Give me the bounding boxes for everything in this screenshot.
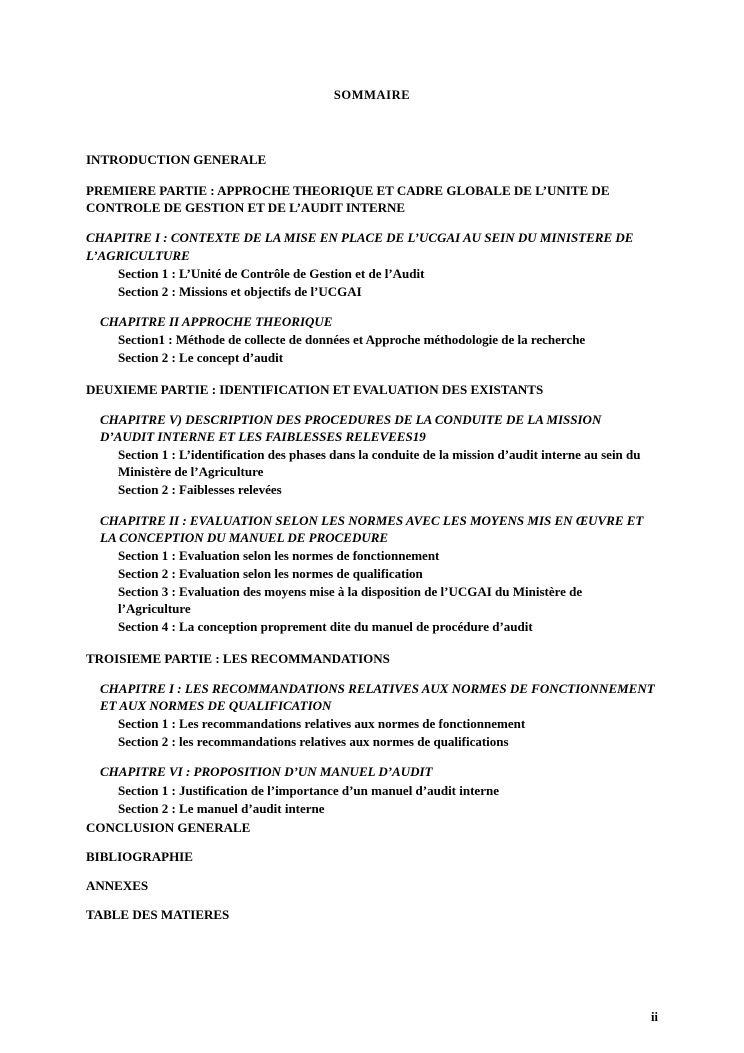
toc-entry[interactable]: Section 3 : Evaluation des moyens mise à la disposition de l’UCGAI du Ministère de l’Agriculture [118,584,583,617]
toc-entry[interactable]: BIBLIOGRAPHIE [86,849,193,864]
toc-entry[interactable]: ANNEXES [86,878,149,894]
toc-entry[interactable]: Section 1 : Evaluation selon les normes de fonctionnement [118,547,440,563]
toc-entry[interactable]: CHAPITRE II : EVALUATION SELON LES NORMES AVEC LES MOYENS MIS EN ŒUVRE ET LA CONCEPTION DU MANUEL DE PROCEDURE [100,512,644,545]
toc-entry[interactable]: TROISIEME PARTIE : LES RECOMMANDATIONS [86,650,390,666]
toc-entry[interactable]: Section 1 : L’Unité de Contrôle de Gestion et de l’Audit [118,265,425,281]
toc-entry[interactable]: Section 2 : Le concept d’audit [118,350,284,366]
toc-entry[interactable]: DEUXIEME PARTIE : IDENTIFICATION ET EVALUATION DES EXISTANTS [86,381,544,397]
toc-entry[interactable]: Section 2 : Evaluation selon les normes de qualification [118,565,423,581]
page-number: ii [651,1010,658,1024]
page-title: SOMMAIRE [333,88,411,102]
toc-entry[interactable]: Section 1 : Les recommandations relatives aux normes de fonctionnement [118,716,526,732]
toc-entry[interactable]: Section1 : Méthode de collecte de données et Approche méthodologie de la recherche [118,332,586,348]
toc-entry[interactable]: TABLE DES MATIERES [86,907,230,923]
toc-entry[interactable]: Section 2 : Missions et objectifs de l’UCGAI [118,283,362,299]
toc-entry[interactable]: CHAPITRE VI : PROPOSITION D’UN MANUEL D’AUDIT [100,764,433,780]
table-of-contents [86,151,658,923]
toc-entry[interactable]: Section 2 : Le manuel d’audit interne [118,800,325,816]
toc-entry[interactable]: CONCLUSION GENERALE [86,819,251,835]
toc-entry[interactable]: CHAPITRE I : LES RECOMMANDATIONS RELATIVES AUX NORMES DE FONCTIONNEMENT ET AUX NORMES DE QUALIFICATION [100,680,655,713]
toc-entry[interactable]: Section 1 : Justification de l’importance d’un manuel d’audit interne [118,782,499,798]
toc-entry[interactable]: CHAPITRE I : CONTEXTE DE LA MISE EN PLACE DE L’UCGAI AU SEIN DU MINISTERE DE L’AGRICULTURE [86,230,634,263]
toc-entry[interactable]: Section 4 : La conception proprement dite du manuel de procédure d’audit [118,619,533,635]
toc-entry[interactable]: PREMIERE PARTIE : APPROCHE THEORIQUE ET CADRE GLOBALE DE L’UNITE DE CONTROLE DE GESTION ET DE L’AUDIT INTERNE [86,183,610,216]
toc-entry[interactable]: Section 1 : L’identification des phases dans la conduite de la mission d’audit interne au sein du Ministère de l’Agriculture [118,447,641,480]
toc-entry[interactable]: CHAPITRE II APPROCHE THEORIQUE [100,314,333,330]
toc-entry[interactable]: CHAPITRE V) DESCRIPTION DES PROCEDURES DE LA CONDUITE DE LA MISSION D’AUDIT INTERNE ET LES FAIBLESSES RELEVEES19 [100,411,602,444]
toc-entry[interactable]: Section 2 : Faiblesses relevées [118,482,282,498]
toc-entry[interactable]: INTRODUCTION GENERALE [86,152,267,167]
toc-entry[interactable]: Section 2 : les recommandations relatives aux normes de qualifications [118,734,509,750]
